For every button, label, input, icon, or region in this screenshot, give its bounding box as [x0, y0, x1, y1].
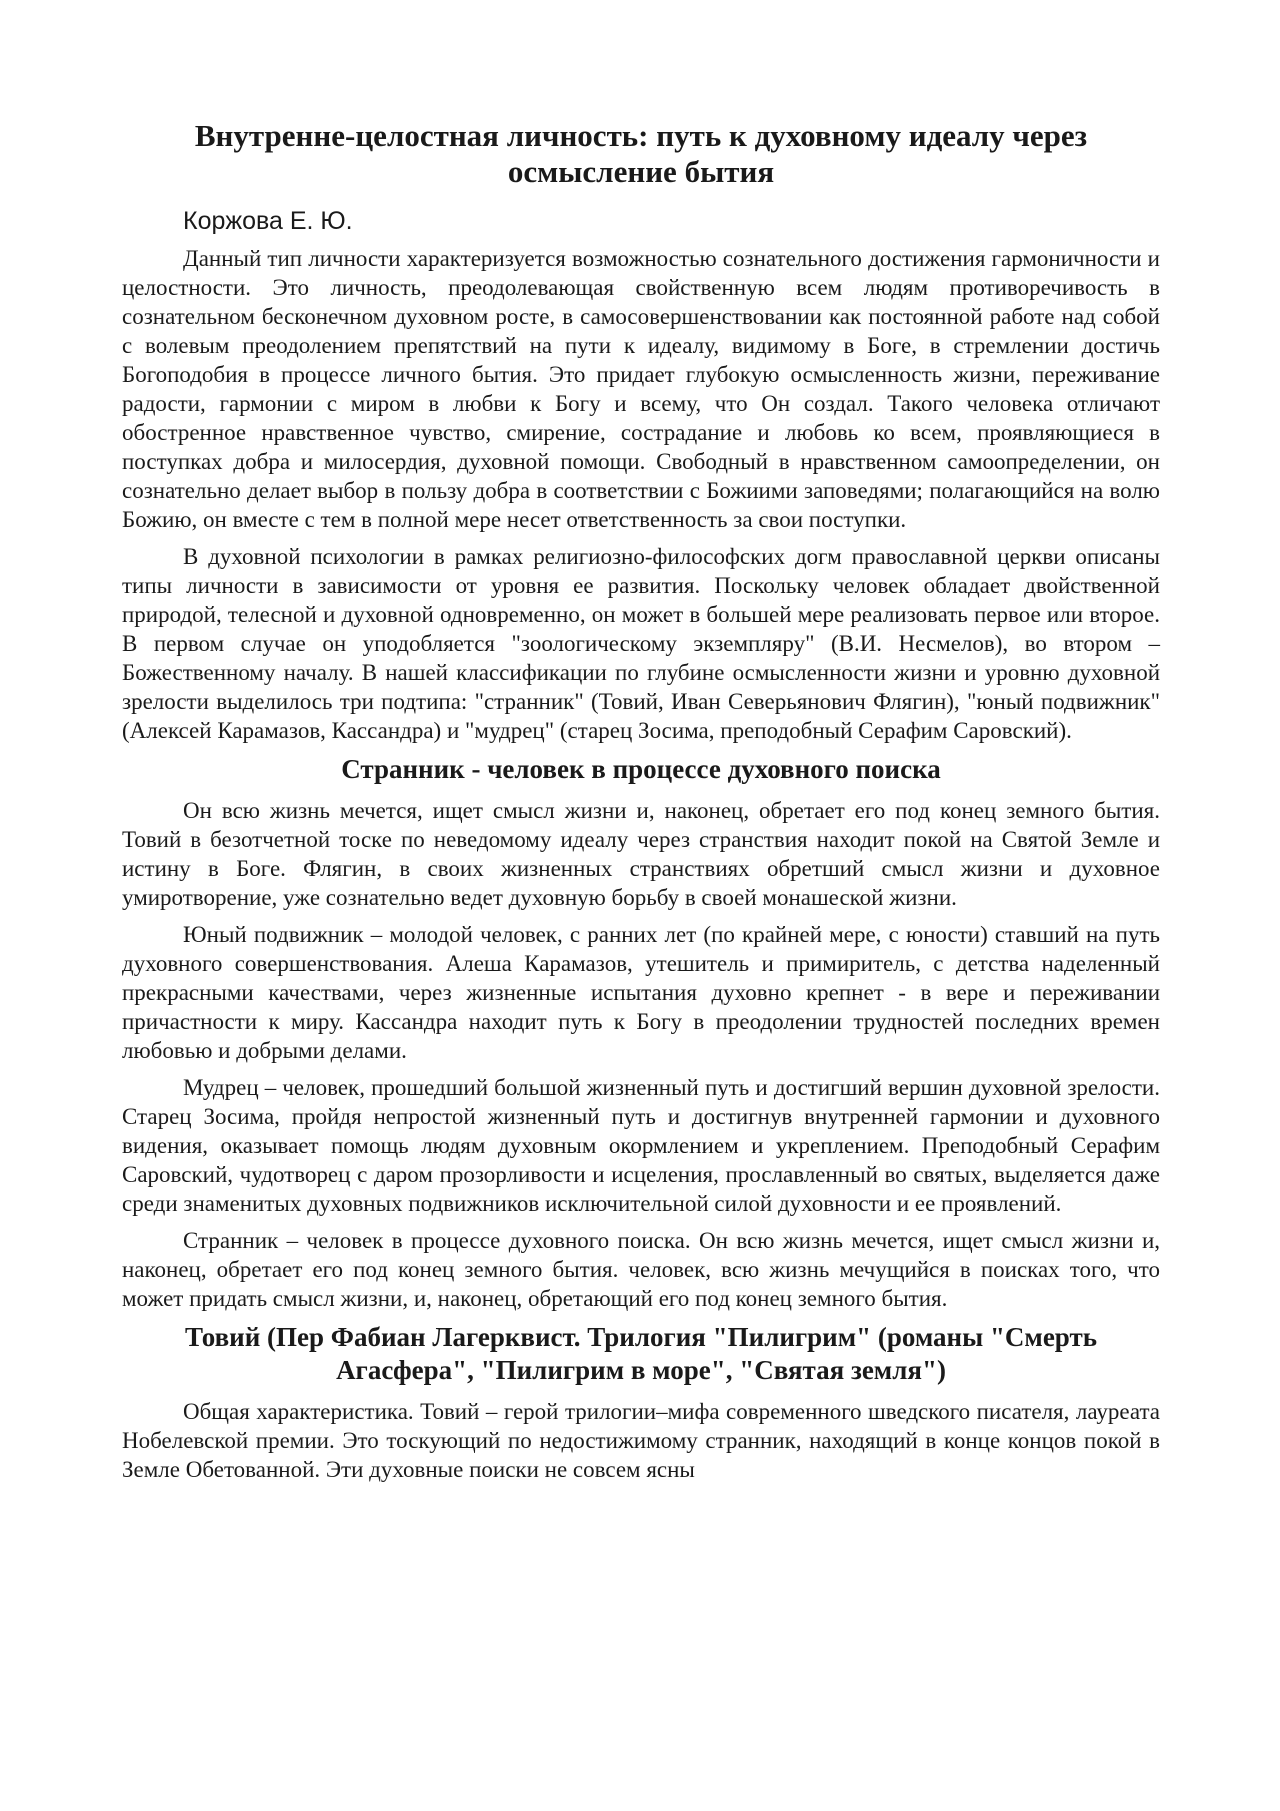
section2-paragraph-1: Общая характеристика. Товий – герой трилогии–мифа современного шведского писателя, лауреата Нобелевской премии. Это тоскующий по недостижимому странник, находящий в конце концов покой в Земле Обетованной. Эти духовные поиски не совсем ясны	[122, 1399, 1160, 1482]
section1-paragraph-1: Он всю жизнь мечется, ищет смысл жизни и, наконец, обретает его под конец земного бытия. Товий в безотчетной тоске по неведомому идеалу через странствия находит покой на Святой Земле и истину в Боге. Флягин, в своих жизненных странствиях обретший смысл жизни и духовное умиротворение, уже сознательно ведет духовную борьбу в своей монашеской жизни.	[122, 798, 1160, 910]
section1-paragraph-3: Мудрец – человек, прошедший большой жизненный путь и достигший вершин духовной зрелости. Старец Зосима, пройдя непростой жизненный путь и достигнув внутренней гармонии и духовного видения, оказывает помощь людям духовным окормлением и укреплением. Преподобный Серафим Саровский, чудотворец с даром прозорливости и исцеления, прославленный во святых, выделяется даже среди знаменитых духовных подвижников исключительной силой духовности и ее проявлений.	[122, 1075, 1160, 1216]
intro-paragraph-1: Данный тип личности характеризуется возможностью сознательного достижения гармоничности и целостности. Это личность, преодолевающая свойственную всем людям противоречивость в сознательном бесконечном духовном росте, в самосовершенствовании как постоянной работе над собой с волевым преодолением препятствий на пути к идеалу, видимому в Боге, в стремлении достичь Богоподобия в процессе личного бытия. Это придает глубокую осмысленность жизни, переживание радости, гармонии с миром в любви к Богу и всему, что Он создал. Такого человека отличают обостренное нравственное чувство, смирение, сострадание и любовь ко всем, проявляющиеся в поступках добра и милосердия, духовной помощи. Свободный в нравственном самоопределении, он сознательно делает выбор в пользу добра в соответствии с Божиими заповедями; полагающийся на волю Божию, он вместе с тем в полной мере несет ответственность за свои поступки.	[122, 246, 1160, 532]
section-heading-tobias	[122, 1321, 1160, 1387]
document-title-line-2: осмысление бытия	[507, 154, 775, 189]
author-name: Коржова Е. Ю.	[183, 207, 353, 235]
section-heading-tobias-line-2: Агасфера", "Пилигрим в море", "Святая земля")	[336, 1355, 946, 1385]
section-heading-wanderer-text: Странник - человек в процессе духовного поиска	[341, 754, 941, 784]
document-title-line-1: Внутренне-целостная личность: путь к духовному идеалу через	[194, 118, 1088, 153]
section-heading-wanderer	[122, 753, 1160, 786]
intro-paragraph-2: В духовной психологии в рамках религиозно-философских догм православной церкви описаны типы личности в зависимости от уровня ее развития. Поскольку человек обладает двойственной природой, телесной и духовной одновременно, он может в большей мере реализовать первое или второе. В первом случае он уподобляется "зоологическому экземпляру" (В.И. Несмелов), во втором – Божественному началу. В нашей классификации по глубине осмысленности жизни и уровню духовной зрелости выделилось три подтипа: "странник" (Товий, Иван Северьянович Флягин), "юный подвижник" (Алексей Карамазов, Кассандра) и "мудрец" (старец Зосима, преподобный Серафим Саровский).	[122, 544, 1160, 743]
section1-paragraph-4: Странник – человек в процессе духовного поиска. Он всю жизнь мечется, ищет смысл жизни и, наконец, обретает его под конец земного бытия. человек, всю жизнь мечущийся в поисках того, что может придать смысл жизни, и, наконец, обретающий его под конец земного бытия.	[122, 1228, 1160, 1311]
section1-paragraph-2: Юный подвижник – молодой человек, с ранних лет (по крайней мере, с юности) ставший на путь духовного совершенствования. Алеша Карамазов, утешитель и примиритель, с детства наделенный прекрасными качествами, через жизненные испытания духовно крепнет - в вере и переживании причастности к миру. Кассандра находит путь к Богу в преодолении трудностей последних времен любовью и добрыми делами.	[122, 922, 1160, 1063]
section-heading-tobias-line-1: Товий (Пер Фабиан Лагерквист. Трилогия "Пилигрим" (романы "Смерть	[184, 1322, 1098, 1352]
document-title	[122, 118, 1160, 190]
